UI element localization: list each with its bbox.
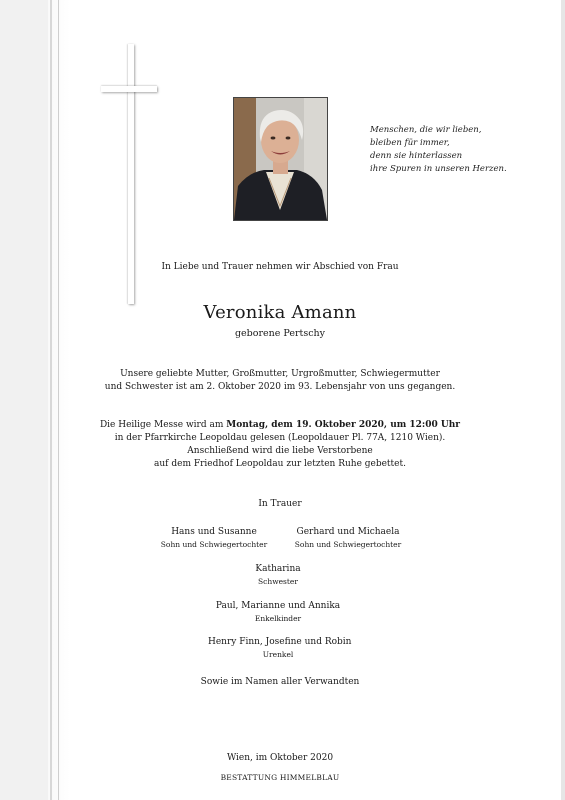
quote-line: denn sie hinterlassen xyxy=(370,151,463,161)
place-date: Wien, im Oktober 2020 xyxy=(226,753,334,763)
mass-line: auf dem Friedhof Leopoldau zur letzten Ruhe gebettet. xyxy=(154,459,406,469)
mourner-relation: Enkelkinder xyxy=(254,614,302,623)
mourner-names: Gerhard und Michaela xyxy=(296,527,400,537)
mourners-heading: In Trauer xyxy=(258,499,302,509)
death-notice-line: und Schwester ist am 2. Oktober 2020 im 93. Lebensjahr von uns gegangen. xyxy=(104,382,456,392)
death-notice-line: Unsere geliebte Mutter, Großmutter, Urgroßmutter, Schwiegermutter xyxy=(120,369,440,379)
intro-text: In Liebe und Trauer nehmen wir Abschied von Frau xyxy=(161,262,399,272)
mourner-entry xyxy=(278,527,418,549)
quote-line: Menschen, die wir lieben, xyxy=(370,125,482,135)
portrait-photo xyxy=(233,97,328,221)
mourner-relation: Urenkel xyxy=(262,650,294,659)
mass-date: Montag, dem 19. Oktober 2020, um 12:00 Uhr xyxy=(226,420,461,430)
mourner-names: Hans und Susanne xyxy=(171,527,257,537)
right-border xyxy=(561,0,565,800)
deceased-name: Veronika Amann xyxy=(203,302,357,323)
quote-line: ihre Spuren in unseren Herzen. xyxy=(370,164,507,174)
birth-name: geborene Pertschy xyxy=(234,328,326,339)
memorial-quote xyxy=(370,124,550,176)
mourner-relation: Sohn und Schwiegertochter xyxy=(160,540,268,549)
mourner-relation: Sohn und Schwiegertochter xyxy=(294,540,402,549)
mourner-entry xyxy=(208,564,348,586)
left-border-band xyxy=(0,0,48,800)
left-border-line xyxy=(50,0,52,800)
undertaker-name: BESTATTUNG HIMMELBLAU xyxy=(220,773,340,782)
mourner-relation: Schwester xyxy=(258,577,298,586)
mass-line: in der Pfarrkirche Leopoldau gelesen (Leopoldauer Pl. 77A, 1210 Wien). xyxy=(114,433,446,443)
quote-line: bleiben für immer, xyxy=(370,138,450,148)
mourner-entry xyxy=(208,637,352,659)
mourner-names: Paul, Marianne und Annika xyxy=(215,601,341,611)
mass-intro: Die Heilige Messe wird am xyxy=(99,420,227,430)
mass-line xyxy=(60,420,500,430)
mourner-entry xyxy=(208,601,348,623)
mourner-names: Henry Finn, Josefine und Robin xyxy=(208,637,352,647)
left-border-line xyxy=(58,0,59,800)
mourner-names: Katharina xyxy=(255,564,301,574)
mourner-entry xyxy=(144,527,284,549)
closing-line: Sowie im Namen aller Verwandten xyxy=(200,677,360,687)
mass-line: Anschließend wird die liebe Verstorbene xyxy=(187,446,373,456)
